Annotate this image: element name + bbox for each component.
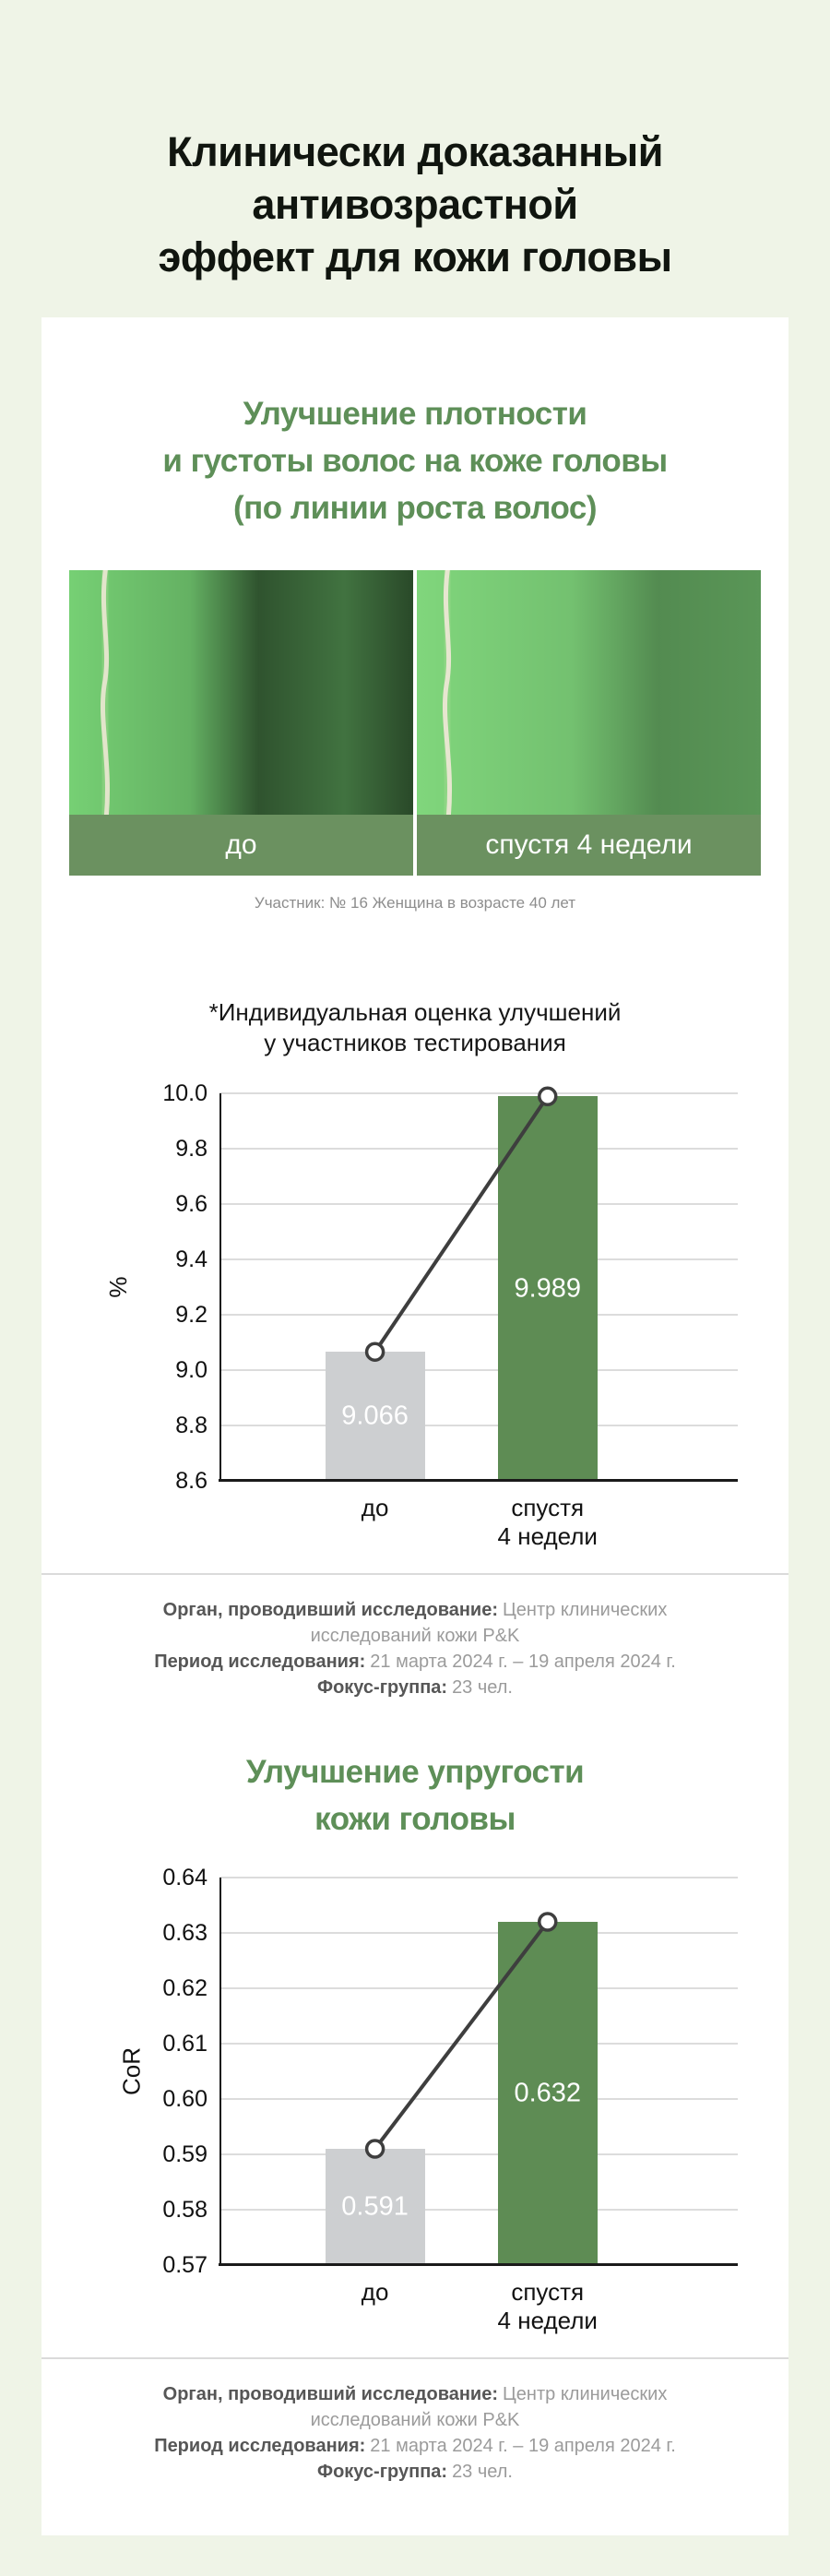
page-title-line: Клинически доказанный [167,128,663,176]
microscopy-image-after [417,570,761,815]
bar-value-label: 0.632 [514,2078,582,2108]
category-label-line: до [361,2278,389,2307]
y-tick-label: 9.2 [175,1302,208,1329]
heading-line: (по линии роста волос) [232,490,597,527]
chart-plot-area [104,1080,738,1495]
heading-line: и густоты волос на коже головы [162,443,668,480]
y-tick-label: 9.8 [175,1136,208,1163]
bar-value-label: 9.066 [341,1401,409,1431]
y-tick-label: 0.62 [162,1975,208,2002]
study-org-value: Центр клинических исследований кожи P&K [310,1600,668,1647]
data-point-marker [540,1088,556,1104]
heading-line: кожи головы [314,1801,516,1838]
study-period-value: 21 марта 2024 г. – 19 апреля 2024 г. [370,1652,676,1673]
participant-caption: Участник: № 16 Женщина в возрасте 40 лет [254,894,576,912]
y-axis-label: CoR [117,2047,146,2096]
y-tick-label: 10.0 [162,1080,208,1107]
before-after-images [69,570,761,876]
study-period-row [120,2433,710,2459]
category-label-line: спустя [511,1494,585,1522]
study-org-value: Центр клинических исследований кожи P&K [310,2384,668,2431]
study-info-elasticity [120,2381,710,2485]
trend-line-overlay [123,1093,738,1481]
category-label [498,2265,598,2335]
y-tick-label: 9.6 [175,1191,208,1218]
category-label [362,2265,389,2307]
category-label-line: 4 недели [497,1522,598,1551]
study-period-row [120,1649,710,1675]
microscopy-image-before [69,570,413,815]
data-point-marker [367,1343,384,1360]
chart-title [42,997,788,1058]
elasticity-chart [42,1865,788,2343]
study-period-label: Период исследования: [154,1652,366,1673]
heading-line: Улучшение плотности [243,396,587,433]
study-group-row [120,1675,710,1700]
before-label-bar [69,815,413,876]
before-label: до [225,829,257,861]
chart-title-line: у участников тестирования [264,1029,566,1057]
category-label-line: 4 недели [497,2307,598,2335]
divider [42,2357,788,2359]
y-tick-label: 0.64 [162,1865,208,1891]
density-section-heading [42,390,788,531]
y-tick-label: 9.4 [175,1246,208,1273]
chart-plot-area [117,1865,738,2279]
study-period-label: Период исследования: [154,2436,366,2457]
content-card [42,317,788,2535]
y-tick-label: 0.61 [162,2031,208,2057]
category-label [498,1481,598,1551]
study-group-value: 23 чел. [452,2462,513,2483]
category-label-line: спустя [511,2278,585,2307]
study-group-value: 23 чел. [452,1677,513,1699]
data-point-marker [367,2141,384,2157]
page-title [0,28,830,283]
y-tick-label: 8.8 [175,1413,208,1439]
chart-title-line: *Индивидуальная оценка улучшений [208,998,622,1027]
after-label-bar [417,815,761,876]
y-tick-label: 0.57 [162,2252,208,2279]
trend-line-overlay [123,1878,738,2265]
study-period-value: 21 марта 2024 г. – 19 апреля 2024 г. [370,2436,676,2457]
category-labels [123,1481,788,1558]
y-tick-label: 0.63 [162,1920,208,1947]
study-group-label: Фокус-группа: [317,2462,448,2483]
bar-value-label: 0.591 [341,2191,409,2222]
study-org-label: Орган, проводивший исследование: [162,1600,499,1621]
study-info-density [120,1597,710,1700]
category-label-line: до [361,1494,389,1522]
elasticity-section-heading [42,1748,788,1843]
y-tick-label: 0.58 [162,2197,208,2224]
page-title-line: эффект для кожи головы [158,233,672,281]
y-tick-label: 0.59 [162,2141,208,2168]
y-tick-label: 8.6 [175,1468,208,1495]
category-label [362,1481,389,1522]
after-column [417,570,761,876]
study-org-label: Орган, проводивший исследование: [162,2384,499,2405]
y-tick-label: 0.60 [162,2086,208,2113]
category-labels [123,2265,788,2343]
density-chart [42,997,788,1558]
bar-value-label: 9.989 [514,1273,582,1304]
study-group-label: Фокус-группа: [317,1677,448,1699]
study-org-row [120,1597,710,1649]
study-org-row [120,2381,710,2433]
y-tick-label: 9.0 [175,1357,208,1384]
heading-line: Улучшение упругости [245,1754,585,1791]
y-axis-label: % [104,1276,133,1298]
before-column [69,570,413,876]
after-label: спустя 4 недели [485,829,693,861]
divider [42,1573,788,1575]
study-group-row [120,2459,710,2485]
page-title-line: антивозрастной [252,181,578,229]
data-point-marker [540,1914,556,1930]
